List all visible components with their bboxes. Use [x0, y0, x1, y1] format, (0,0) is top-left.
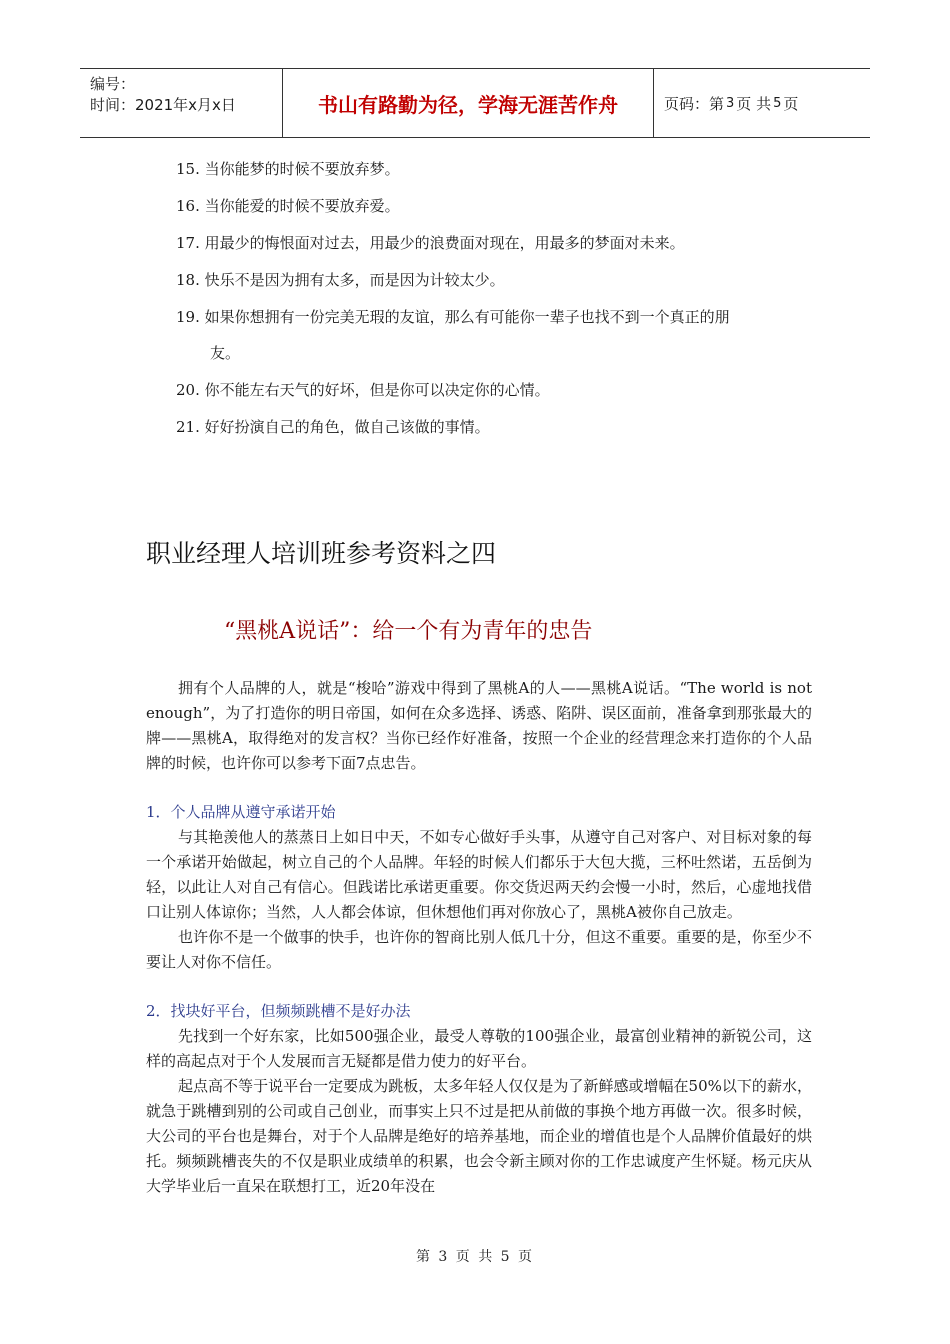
list-number: 19. — [176, 308, 200, 326]
list-text: 当你能爱的时候不要放弃爱。 — [204, 197, 400, 215]
article-body — [146, 676, 812, 1199]
list-item — [176, 306, 816, 364]
header-page-info — [654, 69, 870, 137]
list-text: 你不能左右天气的好坏，但是你可以决定你的心情。 — [204, 381, 550, 399]
list-text: 快乐不是因为拥有太多，而是因为计较太少。 — [204, 271, 505, 289]
article-subtitle: “黑桃A说话”：给一个有为青年的忠告 — [224, 619, 593, 644]
page-footer: 第 3 页 共 5 页 — [415, 1249, 535, 1265]
point-heading: 2．找块好平台，但频频跳槽不是好办法 — [146, 1002, 411, 1020]
list-item — [176, 416, 816, 438]
list-text-continued: 友。 — [210, 344, 241, 362]
list-text: 用最少的悔恨面对过去，用最少的浪费面对现在，用最多的梦面对未来。 — [204, 234, 685, 252]
header-meta — [80, 69, 282, 137]
list-number: 21. — [176, 418, 200, 436]
header-motto: 书山有路勤为径，学海无涯苦作舟 — [282, 69, 654, 137]
point-heading: 1．个人品牌从遵守承诺开始 — [146, 803, 336, 821]
list-number: 20. — [176, 381, 200, 399]
list-item — [176, 195, 816, 217]
list-text: 好好扮演自己的角色，做自己该做的事情。 — [204, 418, 490, 436]
list-number: 16. — [176, 197, 200, 215]
numbered-list — [176, 158, 816, 453]
body-paragraph: 与其艳羡他人的蒸蒸日上如日中天，不如专心做好手头事，从遵守自己对客户、对目标对象的每一个承诺开始做起，树立自己的个人品牌。年轻的时候人们都乐于大包大揽，三杯吐然诺，五岳倒为轻，以此让人对自己有信心。但践诺比承诺更重要。你交货迟两天约会慢一小时，然后，心虚地找借口让别人体谅你；当然，人人都会体谅，但休想他们再对你放心了，黑桃A被你自己放走。 — [146, 828, 812, 921]
body-paragraph: 也许你不是一个做事的快手，也许你的智商比别人低几十分，但这不重要。重要的是，你至少不要让人对你不信任。 — [146, 928, 812, 971]
body-paragraph: 起点高不等于说平台一定要成为跳板，太多年轻人仅仅是为了新鲜感或增幅在50%以下的薪水，就急于跳槽到别的公司或自己创业，而事实上只不过是把从前做的事换个地方再做一次。很多时候，大公司的平台也是舞台，对于个人品牌是绝好的培养基地，而企业的增值也是个人品牌价值最好的烘托。频频跳槽丧失的不仅是职业成绩单的积累，也会令新主顾对你的工作忠诚度产生怀疑。杨元庆从大学毕业后一直呆在联想打工，近20年没在 — [146, 1077, 812, 1195]
section-title: 职业经理人培训班参考资料之四 — [146, 539, 497, 568]
time-label: 时间：2021年x月x日 — [90, 96, 236, 114]
list-number: 18. — [176, 271, 200, 289]
list-item — [176, 269, 816, 291]
list-text: 如果你想拥有一份完美无瑕的友谊，那么有可能你一辈子也找不到一个真正的朋 — [204, 308, 730, 326]
list-number: 17. — [176, 234, 200, 252]
page-label: 页码：第 — [664, 94, 725, 113]
number-label: 编号： — [90, 75, 136, 93]
list-text: 当你能梦的时候不要放弃梦。 — [204, 160, 400, 178]
list-number: 15. — [176, 160, 200, 178]
intro-paragraph: 拥有个人品牌的人，就是“梭哈”游戏中得到了黑桃A的人——黑桃A说话。“The world is not enough”，为了打造你的明日帝国，如何在众多选择、诱惑、陷阱、误区面前，准备拿到那张最大的牌——黑桃A，取得绝对的发言权？当你已经作好准备，按照一个企业的经营理念来打造你的个人品牌的时候，也许你可以参考下面7点忠告。 — [146, 679, 812, 772]
page-total: 5 — [773, 95, 782, 111]
list-item — [176, 158, 816, 180]
page-mid: 页 共 — [736, 94, 772, 113]
body-paragraph: 先找到一个好东家，比如500强企业，最受人尊敬的100强企业，最富创业精神的新锐公司，这样的高起点对于个人发展而言无疑都是借力使力的好平台。 — [146, 1027, 812, 1070]
list-item — [176, 379, 816, 401]
page-header — [80, 68, 870, 138]
page-end: 页 — [783, 94, 799, 113]
page-current: 3 — [726, 95, 735, 111]
list-item — [176, 232, 816, 254]
